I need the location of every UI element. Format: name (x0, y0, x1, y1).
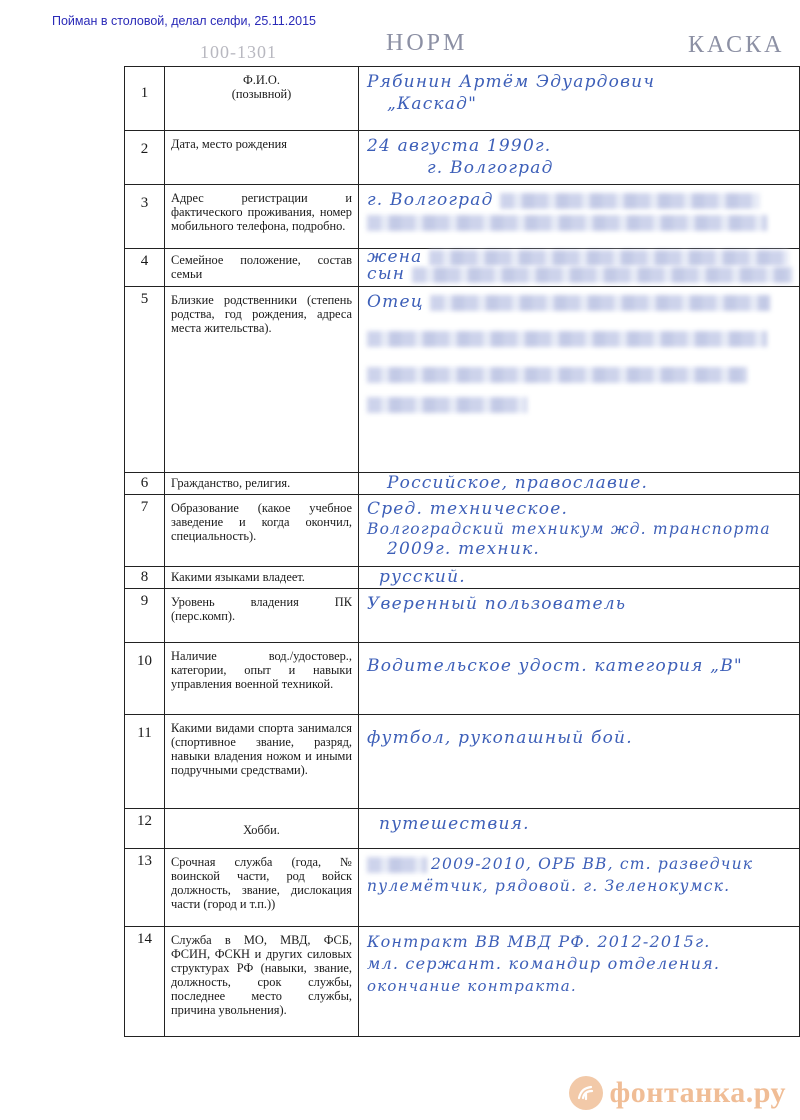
handwritten-line: Рябинин Артём Эдуардович (367, 72, 656, 92)
handwritten-text: сын (367, 264, 406, 284)
table-row (125, 473, 800, 495)
row-value (359, 131, 800, 185)
table-row (125, 67, 800, 131)
row-number: 4 (125, 249, 165, 287)
row-label: Дата, место рождения (165, 131, 359, 185)
row-label: Образование (какое учебное заведение и когда окончил, специальность). (165, 495, 359, 567)
row-value (359, 849, 800, 927)
table-row (125, 715, 800, 809)
redacted-block (367, 397, 527, 413)
row-label: Уровень владения ПК (перс.комп). (165, 589, 359, 643)
handwritten-line (367, 363, 793, 385)
handwritten-line (367, 393, 793, 415)
handwritten-line (367, 211, 793, 233)
row-value (359, 927, 800, 1037)
row-number: 8 (125, 567, 165, 589)
handwritten-line (367, 327, 793, 349)
row-number: 1 (125, 67, 165, 131)
redacted-block (430, 295, 770, 311)
table-row (125, 567, 800, 589)
handwritten-line: окончание контракта. (367, 977, 577, 995)
row-value (359, 287, 800, 473)
row-label: Какими видами спорта занимался (спортивное звание, разряд, навыки владения ножом и иными подручными средствами). (165, 715, 359, 809)
row-value (359, 809, 800, 849)
row-value (359, 473, 800, 495)
handwritten-line: Водительское удост. категория „В" (367, 656, 743, 676)
row-label: Адрес регистрации и фактического проживания, номер мобильного телефона, подробно. (165, 185, 359, 249)
row-label (165, 67, 359, 131)
row-number: 7 (125, 495, 165, 567)
table-row (125, 809, 800, 849)
questionnaire-table (124, 66, 800, 1037)
handwritten-line (367, 853, 793, 875)
table-row (125, 287, 800, 473)
logo-emblem-icon (569, 1076, 603, 1110)
row-label: Наличие вод./удостовер., категории, опыт и навыки управления военной техникой. (165, 643, 359, 715)
handwritten-line (367, 189, 793, 211)
callsign-stamp: КАСКА (688, 32, 785, 58)
handwritten-line: Российское, православие. (387, 473, 649, 493)
redacted-block (412, 267, 792, 283)
handwritten-line: 2009г. техник. (387, 539, 540, 559)
table-row (125, 131, 800, 185)
fontanka-logo (569, 1076, 786, 1110)
row-value (359, 495, 800, 567)
row-number: 6 (125, 473, 165, 495)
handwritten-line (367, 291, 793, 313)
row-label: Близкие родственники (степень родства, год рождения, адреса места жительства). (165, 287, 359, 473)
row-number: 10 (125, 643, 165, 715)
redacted-block (367, 367, 747, 383)
handwritten-text: 2009-2010, ОРБ ВВ, ст. разведчик (431, 855, 754, 873)
row-number: 3 (125, 185, 165, 249)
handwritten-line: мл. сержант. командир отделения. (367, 954, 721, 973)
table-row (125, 249, 800, 287)
row-label: Срочная служба (года, № воинской части, род войск должность, звание, дислокация части (город и т.п.)) (165, 849, 359, 927)
row-value (359, 185, 800, 249)
row-value (359, 715, 800, 809)
handwritten-line: „Каскад" (387, 94, 478, 114)
row-label: Служба в МО, МВД, ФСБ, ФСИН, ФСКН и других силовых структурах РФ (навыки, звание, должность, срок службы, последнее место службы, причина увольнения). (165, 927, 359, 1037)
row-label: Хобби. (165, 809, 359, 849)
row-number: 13 (125, 849, 165, 927)
row-number: 9 (125, 589, 165, 643)
row-label: Гражданство, религия. (165, 473, 359, 495)
handwritten-line: футбол, рукопашный бой. (367, 728, 633, 748)
handwritten-text: жена (367, 247, 423, 267)
row-number: 2 (125, 131, 165, 185)
row-value (359, 249, 800, 287)
handwritten-line (367, 266, 793, 283)
row-number: 12 (125, 809, 165, 849)
table-row (125, 495, 800, 567)
redacted-block (429, 250, 789, 266)
label-fio: Ф.И.О. (позывной) (231, 73, 292, 101)
redacted-block (367, 331, 767, 347)
table-row (125, 849, 800, 927)
handwritten-line: Контракт ВВ МВД РФ. 2012-2015г. (367, 932, 711, 951)
handwritten-line: Волгоградский техникум жд. транспорта (367, 520, 771, 538)
handwritten-text: Отец (367, 292, 424, 312)
handwritten-line: путешествия. (379, 814, 530, 834)
row-label: Семейное положение, состав семьи (165, 249, 359, 287)
table-row (125, 589, 800, 643)
handwritten-line: Уверенный пользователь (367, 594, 627, 614)
table-row (125, 927, 800, 1037)
row-label: Какими языками владеет. (165, 567, 359, 589)
row-value (359, 643, 800, 715)
handwritten-line: Сред. техническое. (367, 499, 569, 519)
photo-caption: Пойман в столовой, делал селфи, 25.11.2015 (52, 14, 317, 28)
row-value (359, 67, 800, 131)
pencil-number: 100-1301 (200, 42, 277, 62)
handwritten-line: г. Волгоград (427, 158, 554, 178)
handwritten-line: русский. (379, 567, 466, 587)
redacted-block (367, 215, 767, 231)
table-row (125, 185, 800, 249)
norm-stamp: НОРМ (386, 30, 468, 56)
handwritten-text: г. Волгоград (367, 190, 494, 210)
table-row (125, 643, 800, 715)
row-value (359, 567, 800, 589)
redacted-block (500, 193, 760, 209)
redacted-block (367, 857, 427, 873)
row-number: 5 (125, 287, 165, 473)
row-number: 14 (125, 927, 165, 1037)
handwritten-line (367, 249, 793, 266)
handwritten-line: пулемётчик, рядовой. г. Зеленокумск. (367, 877, 731, 895)
handwritten-line: 24 августа 1990г. (367, 136, 552, 156)
row-number: 11 (125, 715, 165, 809)
logo-text: фонтанка.ру (609, 1076, 786, 1109)
row-value (359, 589, 800, 643)
